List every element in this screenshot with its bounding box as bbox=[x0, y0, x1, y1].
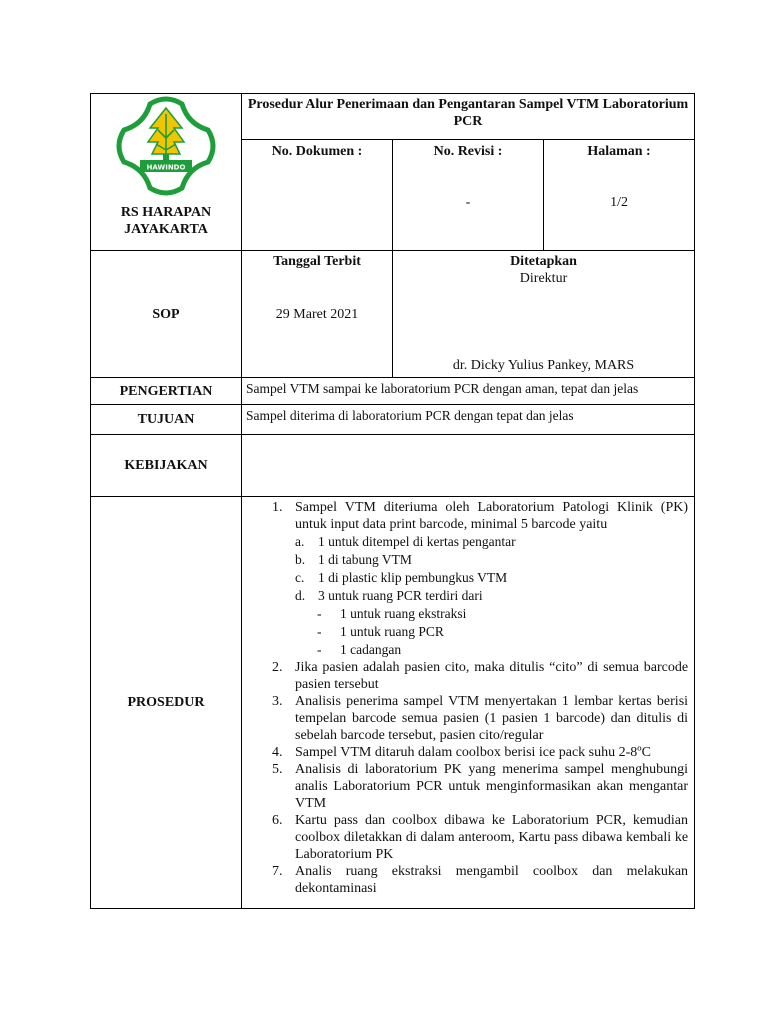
page-cell bbox=[544, 140, 695, 251]
page-value: 1/2 bbox=[610, 195, 628, 210]
doc-number-value bbox=[242, 160, 392, 194]
approver-title: Direktur bbox=[519, 271, 568, 286]
sub-item: d. 3 untuk ruang PCR terdiri dari bbox=[295, 588, 483, 603]
tujuan-text: Sampel diterima di laboratorium PCR dengan tepat dan jelas bbox=[242, 405, 695, 435]
approver-name: dr. Dicky Yulius Pankey, MARS bbox=[452, 358, 635, 373]
approval-cell bbox=[393, 251, 695, 378]
sop-label: SOP bbox=[91, 251, 242, 378]
procedure-step: 2. Jika pasien adalah pasien cito, maka ditulis “cito” di semua barcode pasien tersebut bbox=[272, 660, 689, 692]
hospital-logo bbox=[91, 94, 241, 202]
prosedur-label: PROSEDUR bbox=[91, 497, 242, 909]
sub-item: c. 1 di plastic klip pembungkus VTM bbox=[295, 570, 508, 585]
step-text: Sampel VTM diteriuma oleh Laboratorium Patologi Klinik (PK) untuk input data print barcode, minimal 5 barcode yaitu bbox=[295, 500, 689, 532]
procedure-step: 5. Analisis di laboratorium PK yang menerima sampel menghubungi analis Laboratorium PCR untuk menginformasikan akan mengantar VTM bbox=[272, 762, 689, 811]
procedure-step: 6. Kartu pass dan coolbox dibawa ke Laboratorium PCR, kemudian coolbox diletakkan di dalam anteroom, Kartu pass dibawa kembali ke Laboratorium PK bbox=[272, 813, 689, 862]
sub-item: a. 1 untuk ditempel di kertas pengantar bbox=[295, 534, 516, 549]
logo-lettering: HAWINDO bbox=[146, 163, 186, 172]
procedure-step: 3. Analisis penerima sampel VTM menyertakan 1 lembar kertas berisi tempelan barcode semua pasien (1 pasien 1 barcode) dan ditulis di sebelah barcode tersebut, pasien cito/regular bbox=[272, 694, 689, 743]
procedure-steps bbox=[242, 497, 694, 899]
step-subitems bbox=[242, 533, 688, 659]
page-label: Halaman : bbox=[587, 144, 651, 159]
doc-number-cell bbox=[242, 140, 393, 251]
revision-value: - bbox=[465, 195, 471, 210]
issue-date-value: 29 Maret 2021 bbox=[275, 307, 359, 322]
dash-item: - 1 cadangan bbox=[317, 642, 402, 657]
step-text: Jika pasien adalah pasien cito, maka ditulis “cito” di semua barcode pasien tersebut bbox=[295, 660, 689, 692]
sop-document bbox=[90, 93, 694, 909]
prosedur-cell bbox=[242, 497, 695, 909]
procedure-step: 4. Sampel VTM ditaruh dalam coolbox berisi ice pack suhu 2-8ºC bbox=[272, 745, 651, 760]
kebijakan-label: KEBIJAKAN bbox=[91, 435, 242, 497]
procedure-step bbox=[242, 499, 688, 533]
pengertian-text: Sampel VTM sampai ke laboratorium PCR dengan aman, tepat dan jelas bbox=[242, 378, 695, 405]
hospital-identity-cell bbox=[91, 94, 242, 251]
sub-item: b. 1 di tabung VTM bbox=[295, 552, 412, 567]
step-text: Sampel VTM ditaruh dalam coolbox berisi ice pack suhu 2-8ºC bbox=[295, 745, 651, 760]
step-text: Analisis di laboratorium PK yang menerima sampel menghubungi analis Laboratorium PCR untuk menginformasikan akan mengantar VTM bbox=[295, 762, 689, 811]
sop-table bbox=[90, 93, 695, 909]
document-title: Prosedur Alur Penerimaan dan Pengantaran Sampel VTM Laboratorium PCR bbox=[242, 94, 695, 140]
dash-item: - 1 untuk ruang ekstraksi bbox=[317, 606, 467, 621]
pengertian-label: PENGERTIAN bbox=[91, 378, 242, 405]
doc-number-label: No. Dokumen : bbox=[271, 144, 363, 159]
dash-item: - 1 untuk ruang PCR bbox=[317, 624, 444, 639]
procedure-step: 7. Analis ruang ekstraksi mengambil coolbox dan melakukan dekontaminasi bbox=[272, 864, 689, 896]
step-text: Analis ruang ekstraksi mengambil coolbox dan melakukan dekontaminasi bbox=[295, 864, 689, 896]
step-text: Kartu pass dan coolbox dibawa ke Laboratorium PCR, kemudian coolbox diletakkan di dalam anteroom, Kartu pass dibawa kembali ke Laboratorium PK bbox=[295, 813, 689, 862]
issue-date-label: Tanggal Terbit bbox=[273, 254, 361, 269]
hospital-name: RS HARAPAN JAYAKARTA bbox=[120, 205, 212, 237]
issue-date-cell bbox=[242, 251, 393, 378]
tujuan-label: TUJUAN bbox=[91, 405, 242, 435]
step-number: 1. bbox=[272, 500, 283, 515]
hospital-logo-icon bbox=[114, 94, 218, 202]
step-text: Analisis penerima sampel VTM menyertakan 1 lembar kertas berisi tempelan barcode semua pasien (1 pasien 1 barcode) dan ditulis di sebelah barcode tersebut, pasien cito/regular bbox=[295, 694, 689, 743]
revision-label: No. Revisi : bbox=[433, 144, 503, 159]
kebijakan-text bbox=[242, 435, 695, 497]
revision-cell bbox=[393, 140, 544, 251]
approved-label: Ditetapkan bbox=[510, 254, 577, 269]
